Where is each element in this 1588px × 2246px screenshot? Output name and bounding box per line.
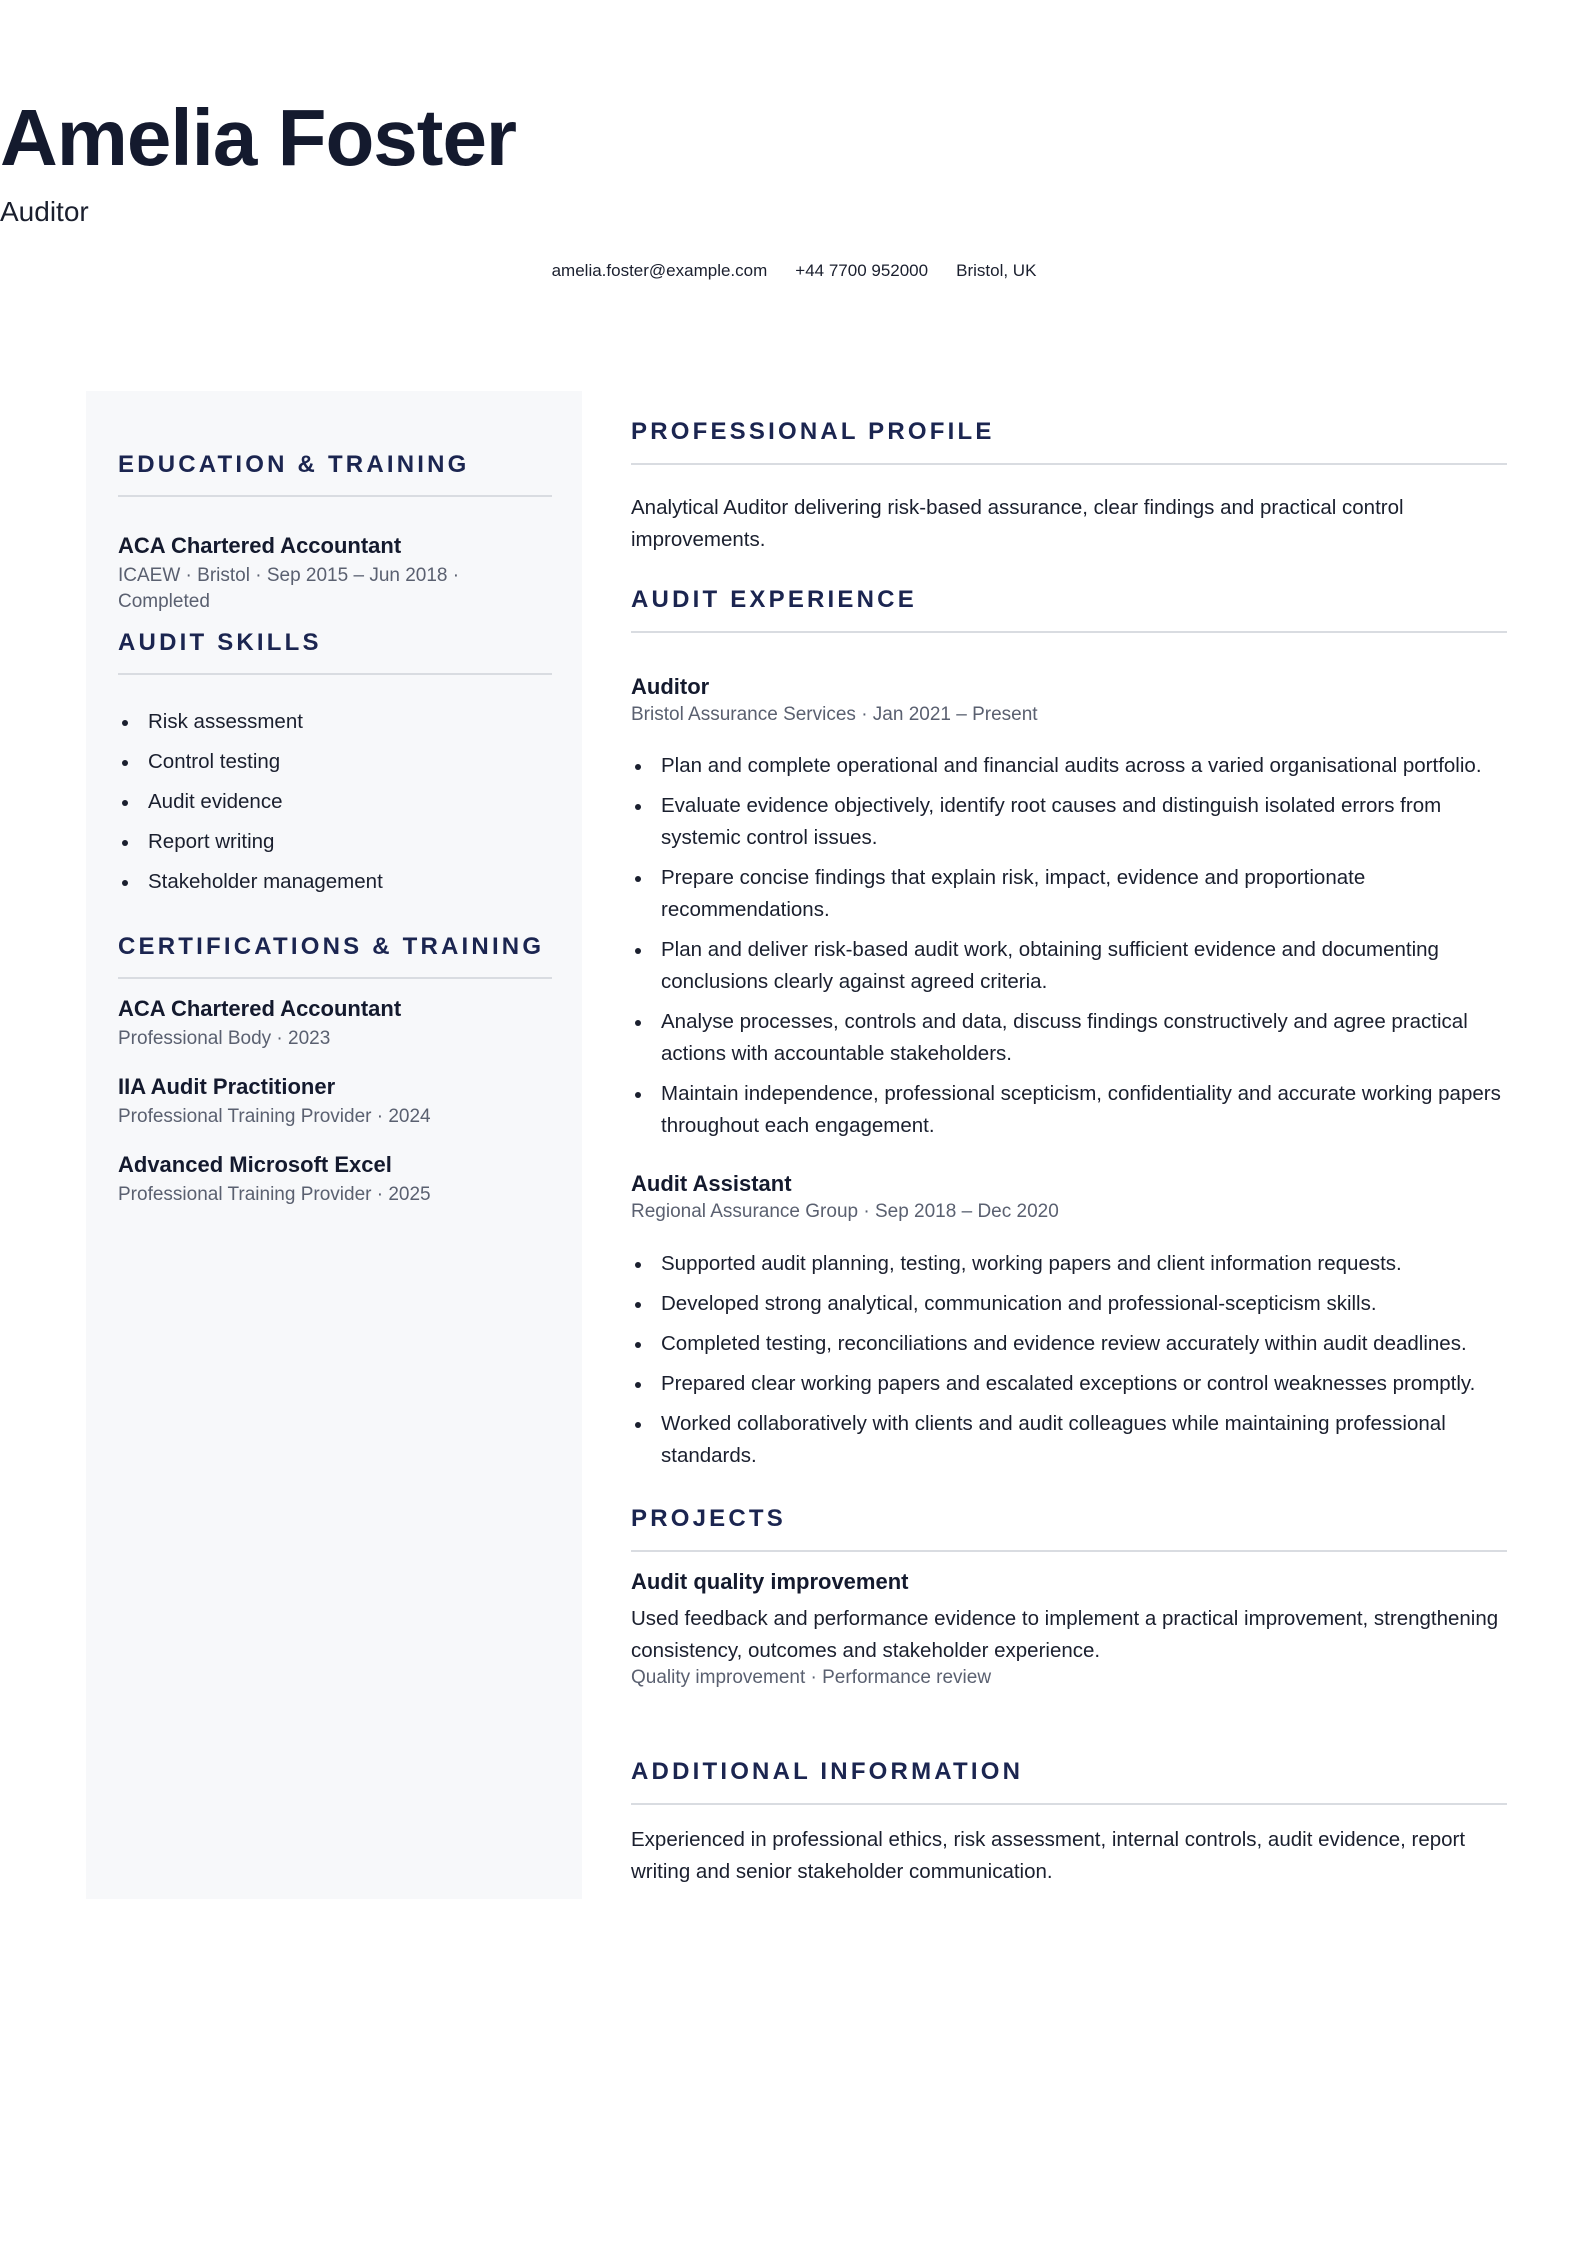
- skills-list: [118, 706, 552, 898]
- education-heading: EDUCATION & TRAINING: [118, 451, 470, 478]
- job-title-0: Auditor: [631, 674, 710, 699]
- certification-title: Advanced Microsoft Excel: [118, 1152, 392, 1177]
- certification-title: IIA Audit Practitioner: [118, 1074, 336, 1099]
- projects-heading: PROJECTS: [631, 1505, 786, 1532]
- job-title-1: Audit Assistant: [631, 1171, 792, 1196]
- job-bullet: Worked collaboratively with clients and audit colleagues while maintaining professional standards.: [631, 1408, 1507, 1472]
- candidate-name: Amelia Foster: [0, 93, 517, 182]
- project-text: Used feedback and performance evidence to implement a practical improvement, strengthening consistency, outcomes and stakeholder experience.: [631, 1607, 1499, 1662]
- education-item-meta: ICAEW · Bristol · Sep 2015 – Jun 2018 · Completed: [118, 565, 460, 612]
- job-bullet: Analyse processes, controls and data, discuss findings constructively and agree practical actions with accountable stakeholders.: [631, 1006, 1507, 1070]
- skill-item: Stakeholder management: [118, 866, 552, 898]
- job-bullet: Plan and deliver risk-based audit work, obtaining sufficient evidence and documenting conclusions clearly against agreed criteria.: [631, 934, 1507, 998]
- certification-meta: Professional Training Provider · 2025: [118, 1184, 431, 1205]
- experience-divider: [631, 631, 1507, 633]
- job-bullet: Supported audit planning, testing, working papers and client information requests.: [631, 1248, 1507, 1280]
- additional-heading: ADDITIONAL INFORMATION: [631, 1758, 1024, 1785]
- certifications-heading: CERTIFICATIONS & TRAINING: [118, 933, 545, 960]
- skill-item: Risk assessment: [118, 706, 552, 738]
- skill-item: Report writing: [118, 826, 552, 858]
- job-bullet: Evaluate evidence objectively, identify root causes and distinguish isolated errors from systemic control issues.: [631, 790, 1507, 854]
- experience-heading: AUDIT EXPERIENCE: [631, 586, 917, 613]
- project-title: Audit quality improvement: [631, 1569, 909, 1594]
- additional-divider: [631, 1803, 1507, 1805]
- contact-phone[interactable]: +44 7700 952000: [795, 261, 929, 280]
- certifications-divider: [118, 977, 552, 979]
- job-meta-0: Bristol Assurance Services · Jan 2021 – Present: [631, 704, 1038, 725]
- skill-item: Control testing: [118, 746, 552, 778]
- job-bullet: Completed testing, reconciliations and evidence review accurately within audit deadlines.: [631, 1328, 1507, 1360]
- sidebar: [86, 391, 582, 1899]
- profile-text: Analytical Auditor delivering risk-based assurance, clear findings and practical control improvements.: [631, 496, 1404, 551]
- contact-line: [0, 259, 1588, 283]
- project-tags: Quality improvement · Performance review: [631, 1667, 992, 1688]
- skills-divider: [118, 673, 552, 675]
- certification-title: ACA Chartered Accountant: [118, 996, 402, 1021]
- skills-heading: AUDIT SKILLS: [118, 629, 322, 656]
- job-bullet: Developed strong analytical, communication and professional-scepticism skills.: [631, 1288, 1507, 1320]
- job-bullet: Plan and complete operational and financial audits across a varied organisational portfolio.: [631, 750, 1507, 782]
- education-item-title: ACA Chartered Accountant: [118, 533, 402, 558]
- job-title: Auditor: [0, 196, 89, 227]
- additional-text: Experienced in professional ethics, risk assessment, internal controls, audit evidence, report writing and senior stakeholder communication.: [631, 1828, 1466, 1883]
- job-bullets-0: [631, 750, 1507, 1142]
- job-meta-1: Regional Assurance Group · Sep 2018 – Dec 2020: [631, 1201, 1059, 1222]
- profile-divider: [631, 463, 1507, 465]
- education-divider: [118, 495, 552, 497]
- job-bullets-1: [631, 1248, 1507, 1472]
- projects-divider: [631, 1550, 1507, 1552]
- contact-email[interactable]: amelia.foster@example.com: [551, 261, 768, 280]
- job-bullet: Prepare concise findings that explain risk, impact, evidence and proportionate recommendations.: [631, 862, 1507, 926]
- skill-item: Audit evidence: [118, 786, 552, 818]
- profile-heading: PROFESSIONAL PROFILE: [631, 418, 995, 445]
- job-bullet: Prepared clear working papers and escalated exceptions or control weaknesses promptly.: [631, 1368, 1507, 1400]
- contact-location: Bristol, UK: [956, 261, 1037, 280]
- certification-meta: Professional Body · 2023: [118, 1028, 331, 1049]
- job-bullet: Maintain independence, professional scepticism, confidentiality and accurate working papers throughout each engagement.: [631, 1078, 1507, 1142]
- certification-meta: Professional Training Provider · 2024: [118, 1106, 431, 1127]
